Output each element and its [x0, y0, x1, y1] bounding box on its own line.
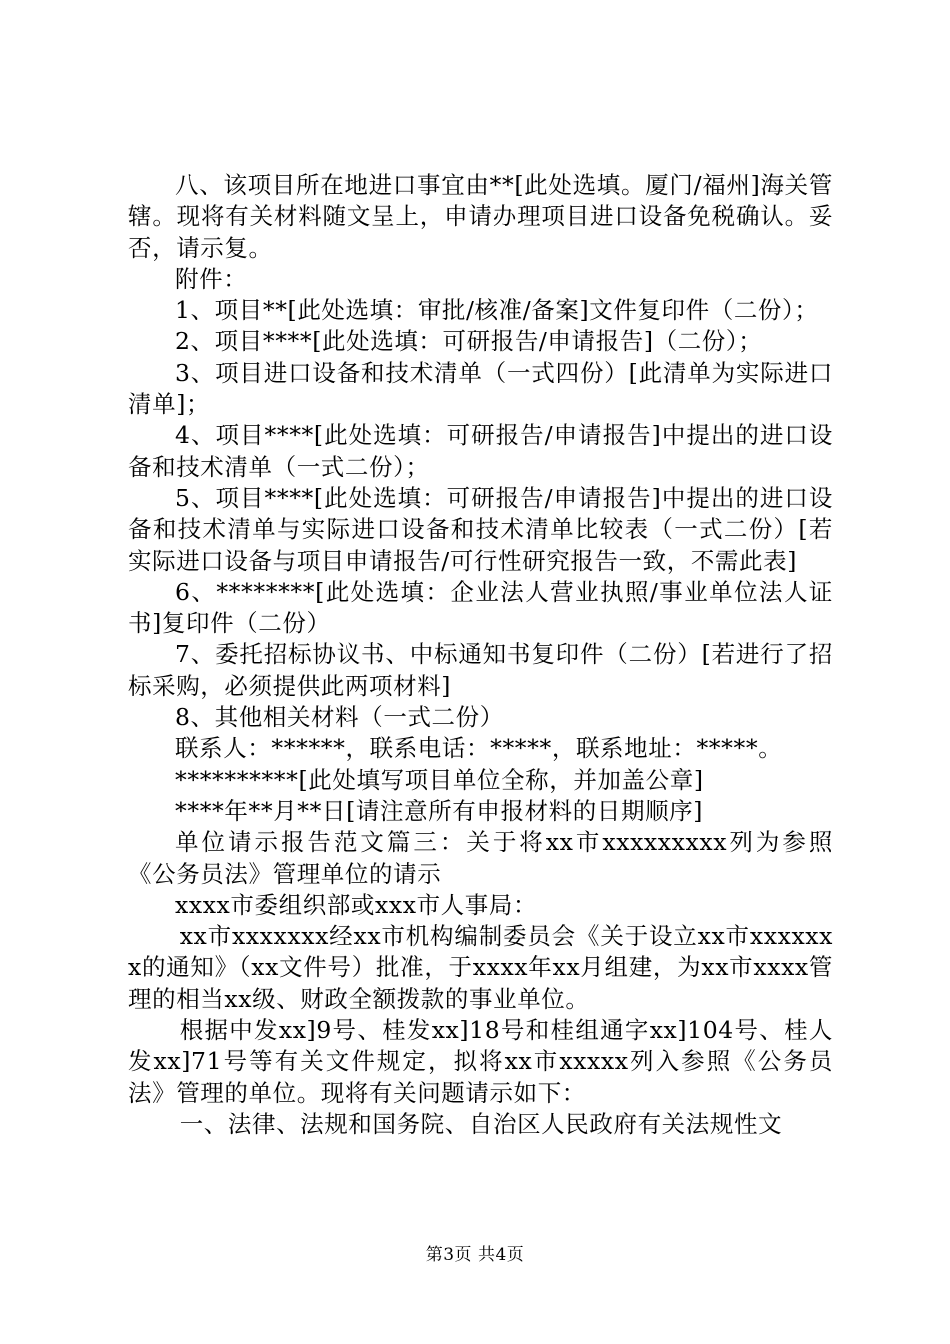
page-footer [0, 1244, 950, 1266]
section-title: 单位请示报告范文篇三：关于将xx市xxxxxxxxx列为参照《公务员法》管理单位的请示 [128, 828, 833, 888]
attachment-item-2: 2、项目****[此处选填：可研报告/申请报告]（二份）； [175, 327, 763, 356]
contact-line: 联系人：******，联系电话：*****，联系地址：*****。 [175, 734, 783, 763]
attachment-item-1: 1、项目**[此处选填：审批/核准/备案]文件复印件（二份）； [175, 296, 819, 325]
attachment-item-8: 8、其他相关材料（一式二份） [175, 703, 504, 732]
paragraph-item-1: 一、法律、法规和国务院、自治区人民政府有关法规性文 [179, 1109, 783, 1138]
document-body [128, 170, 833, 1140]
page-indicator: 第3页 共4页 [425, 1245, 525, 1265]
paragraph-background: xx市xxxxxxx经xx市机构编制委员会《关于设立xx市xxxxxxx的通知》（xx文件号）批准，于xxxx年xx月组建，为xx市xxxx管理的相当xx级、财政全额拨款的事业单位。 [128, 922, 833, 1013]
attachment-item-7: 7、委托招标协议书、中标通知书复印件（二份）[若进行了招标采购，必须提供此两项材料] [128, 640, 833, 700]
attachment-item-4: 4、项目****[此处选填：可研报告/申请报告]中提出的进口设备和技术清单（一式二份）； [128, 421, 833, 481]
paragraph-item-8: 八、该项目所在地进口事宜由**[此处选填。厦门/福州]海关管辖。现将有关材料随文呈上，申请办理项目进口设备免税确认。妥否，请示复。 [128, 171, 833, 262]
paragraph-attachments-heading: 附件： [175, 264, 248, 293]
paragraph-basis: 根据中发xx]9号、桂发xx]18号和桂组通字xx]104号、桂人发xx]71号等有关文件规定，拟将xx市xxxxx列入参照《公务员法》管理的单位。现将有关问题请示如下： [128, 1016, 833, 1107]
organization-signature: **********[此处填写项目单位全称，并加盖公章] [175, 765, 704, 794]
attachment-item-5: 5、项目****[此处选填：可研报告/申请报告]中提出的进口设备和技术清单与实际进口设备和技术清单比较表（一式二份）[若实际进口设备与项目申请报告/可行性研究报告一致，不需此表] [128, 483, 833, 575]
attachment-item-6: 6、********[此处选填：企业法人营业执照/事业单位法人证书]复印件（二份） [128, 577, 833, 638]
attachment-item-3: 3、项目进口设备和技术清单（一式四份）[此清单为实际进口清单]； [128, 358, 833, 419]
addressee-line: xxxx市委组织部或xxx市人事局： [175, 890, 538, 919]
date-line: ****年**月**日[请注意所有申报材料的日期顺序] [175, 796, 704, 825]
